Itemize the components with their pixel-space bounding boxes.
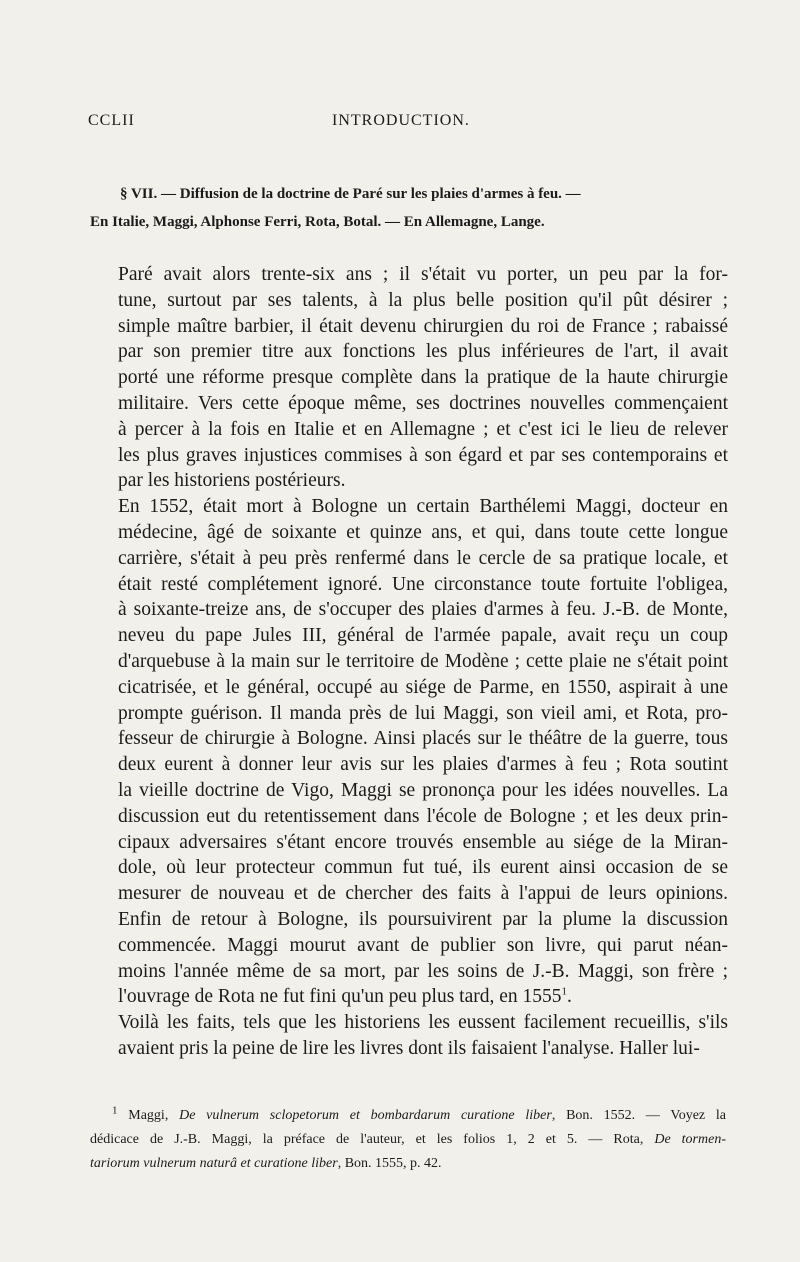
text-line: les plus graves injustices commises à son égard et par ses contemporains et <box>118 444 728 466</box>
running-title: INTRODUCTION. <box>332 112 470 129</box>
text-line: prompte guérison. Il manda près de lui Maggi, son vieil ami, et Rota, pro- <box>118 702 728 724</box>
text-line: l'ouvrage de Rota ne fut fini qu'un peu plus tard, en 1555$^1$. <box>118 985 572 1008</box>
section-heading-line-1: § VII. — Diffusion de la doctrine de Paré sur les plaies d'armes à feu. — <box>120 186 581 202</box>
text-line: simple maître barbier, il était devenu chirurgien du roi de France ; rabaissé <box>118 315 728 337</box>
paragraph <box>88 262 728 494</box>
footnote-marker: 1 <box>112 1104 118 1117</box>
text-line: mesurer de nouveau et de chercher des faits à l'appui de leurs opinions. <box>118 883 728 905</box>
text-line: carrière, s'était à peu près renfermé dans le cercle de sa pratique locale, et <box>118 547 728 569</box>
footnote-line-3: tariorum vulnerum naturâ et curatione liber, Bon. 1555, p. 42. <box>90 1156 442 1171</box>
text-line: avaient pris la peine de lire les livres dont ils faisaient l'analyse. Haller lui- <box>118 1037 700 1059</box>
paragraph <box>88 494 728 1010</box>
text-line: moins l'année même de sa mort, par les soins de J.-B. Maggi, son frère ; <box>118 960 728 982</box>
text-line: cicatrisée, et le général, occupé au siége de Parme, en 1550, aspirait à une <box>118 676 728 698</box>
text-line: à soixante-treize ans, de s'occuper des plaies d'armes à feu. J.-B. de Monte, <box>118 599 728 621</box>
text-line: militaire. Vers cette époque même, ses doctrines nouvelles commençaient <box>118 392 728 414</box>
footnote-line-2: dédicace de J.-B. Maggi, la préface de l'auteur, et les folios 1, 2 et 5. — Rota, De tormen- <box>90 1132 726 1147</box>
text-line: neveu du pape Jules III, général de l'armée papale, avait reçu un coup <box>118 625 728 647</box>
text-line: commencée. Maggi mourut avant de publier son livre, qui parut néan- <box>118 934 728 956</box>
paragraph <box>88 1010 728 1062</box>
text-line: était resté complétement ignoré. Une circonstance toute fortuite l'obligea, <box>118 573 728 595</box>
body-text <box>88 262 728 1062</box>
text-line: d'arquebuse à la main sur le territoire de Modène ; cette plaie ne s'était point <box>118 650 728 672</box>
footnotes <box>90 1104 726 1176</box>
text-line: En 1552, était mort à Bologne un certain Barthélemi Maggi, docteur en <box>118 496 728 518</box>
section-heading-line-2: En Italie, Maggi, Alphonse Ferri, Rota, Botal. — En Allemagne, Lange. <box>90 214 545 230</box>
section-heading <box>90 180 730 236</box>
text-line: médecine, âgé de soixante et quinze ans, et qui, dans toute cette longue <box>118 521 728 543</box>
text-line: dole, où leur protecteur commun fut tué, ils eurent ainsi occasion de se <box>118 857 728 879</box>
page-header <box>88 112 718 138</box>
footnote-reference[interactable]: 1 <box>561 985 568 998</box>
text-line: par son premier titre aux fonctions les plus inférieures de l'art, il avait <box>118 341 728 363</box>
text-line: deux eurent à donner leur avis sur les plaies d'armes à feu ; Rota soutint <box>118 754 728 776</box>
text-line: tune, surtout par ses talents, à la plus belle position qu'il pût désirer ; <box>118 289 728 311</box>
footnote-line-1: $^1$ Maggi, De vulnerum sclopetorum et bombardarum curatione liber, Bon. 1552. — Voyez la <box>112 1104 727 1123</box>
text-line: par les historiens postérieurs. <box>118 470 346 492</box>
text-line: fesseur de chirurgie à Bologne. Ainsi placés sur le théâtre de la guerre, tous <box>118 728 728 750</box>
text-line: à percer à la fois en Italie et en Allemagne ; et c'est ici le lieu de relever <box>118 418 728 440</box>
text-line: porté une réforme presque complète dans la pratique de la haute chirurgie <box>118 367 728 389</box>
text-line: Paré avait alors trente-six ans ; il s'était vu porter, un peu par la for- <box>118 264 728 285</box>
text-line: cipaux adversaires s'étant encore trouvés ensemble au siége de la Miran- <box>118 831 728 853</box>
page-folio: CCLII <box>88 112 135 129</box>
text-line: la vieille doctrine de Vigo, Maggi se prononça pour les idées nouvelles. La <box>118 779 728 801</box>
text-line: Voilà les faits, tels que les historiens les eussent facilement recueillis, s'ils <box>118 1012 728 1034</box>
text-line: Enfin de retour à Bologne, ils poursuivirent par la plume la discussion <box>118 908 728 930</box>
text-line: discussion eut du retentissement dans l'école de Bologne ; et les deux prin- <box>118 805 728 827</box>
